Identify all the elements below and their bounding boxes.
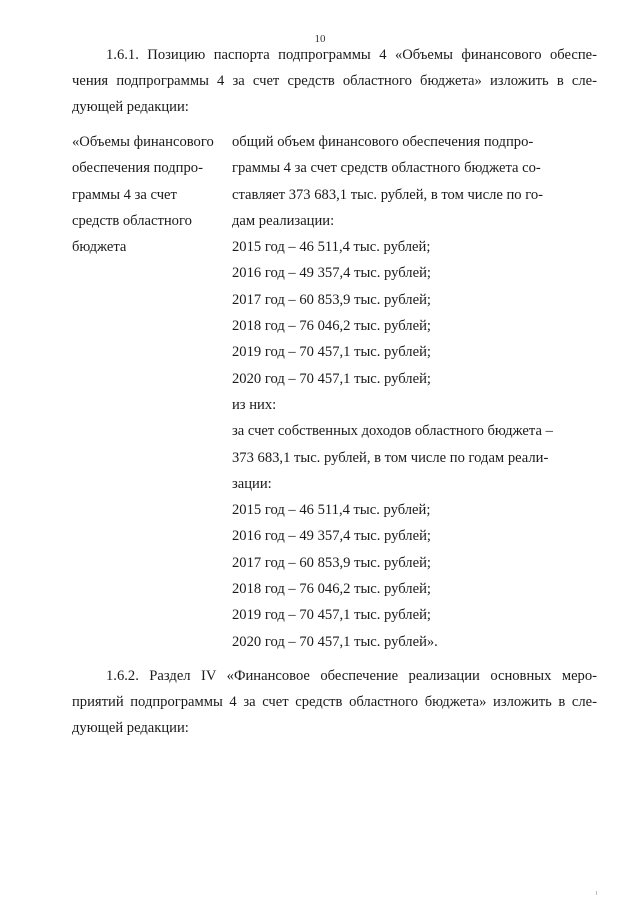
paragraph-line: 1.6.1. Позицию паспорта подпрограммы 4 «Объемы финансового обеспе- <box>106 47 597 63</box>
passport-value-line: 2015 год – 46 511,4 тыс. рублей; <box>232 239 431 256</box>
passport-name-line: обеспечения подпро- <box>72 160 203 177</box>
page-number: 10 <box>314 33 326 45</box>
paragraph-line: приятий подпрограммы 4 за счет средств областного бюджета» изложить в сле- <box>72 694 597 710</box>
passport-value-line: 2016 год – 49 357,4 тыс. рублей; <box>232 528 431 545</box>
passport-name-line: средств областного <box>72 212 192 229</box>
paragraph-line: 1.6.2. Раздел IV «Финансовое обеспечение реализации основных меро- <box>106 668 597 684</box>
paragraph-1-6-1 <box>72 42 597 120</box>
passport-value-line: граммы 4 за счет средств областного бюджета со- <box>232 160 541 177</box>
passport-name-line: бюджета <box>72 239 127 256</box>
paragraph-line: дующей редакции: <box>72 99 189 115</box>
passport-value-line: 2019 год – 70 457,1 тыс. рублей; <box>232 607 431 624</box>
passport-value-line: 2020 год – 70 457,1 тыс. рублей; <box>232 370 431 387</box>
passport-value-line: 2018 год – 76 046,2 тыс. рублей; <box>232 318 431 335</box>
passport-value-line: общий объем финансового обеспечения подпро- <box>232 134 534 150</box>
scan-mark <box>596 891 597 895</box>
passport-value-line: дам реализации: <box>232 212 335 229</box>
passport-value-line: зации: <box>232 475 272 492</box>
passport-value-line: 373 683,1 тыс. рублей, в том числе по годам реали- <box>232 449 549 466</box>
passport-item-value <box>232 129 592 655</box>
paragraph-line: дующей редакции: <box>72 720 189 736</box>
passport-value-line: ставляет 373 683,1 тыс. рублей, в том числе по го- <box>232 186 544 203</box>
passport-value-line: 2016 год – 49 357,4 тыс. рублей; <box>232 265 431 282</box>
passport-value-line: 2017 год – 60 853,9 тыс. рублей; <box>232 554 431 571</box>
passport-value-line: 2018 год – 76 046,2 тыс. рублей; <box>232 581 431 598</box>
passport-value-line: 2019 год – 70 457,1 тыс. рублей; <box>232 344 431 361</box>
passport-value-line: 2017 год – 60 853,9 тыс. рублей; <box>232 291 431 308</box>
passport-item-name <box>72 129 222 260</box>
passport-name-line: граммы 4 за счет <box>72 186 177 203</box>
passport-name-line: «Объемы финансового <box>72 134 214 150</box>
paragraph-line: чения подпрограммы 4 за счет средств областного бюджета» изложить в сле- <box>72 73 597 89</box>
passport-value-line: 2020 год – 70 457,1 тыс. рублей». <box>232 633 438 650</box>
paragraph-1-6-2 <box>72 663 597 741</box>
passport-value-line: за счет собственных доходов областного бюджета – <box>232 423 553 440</box>
passport-value-line: 2015 год – 46 511,4 тыс. рублей; <box>232 502 431 519</box>
passport-value-line: из них: <box>232 396 277 413</box>
